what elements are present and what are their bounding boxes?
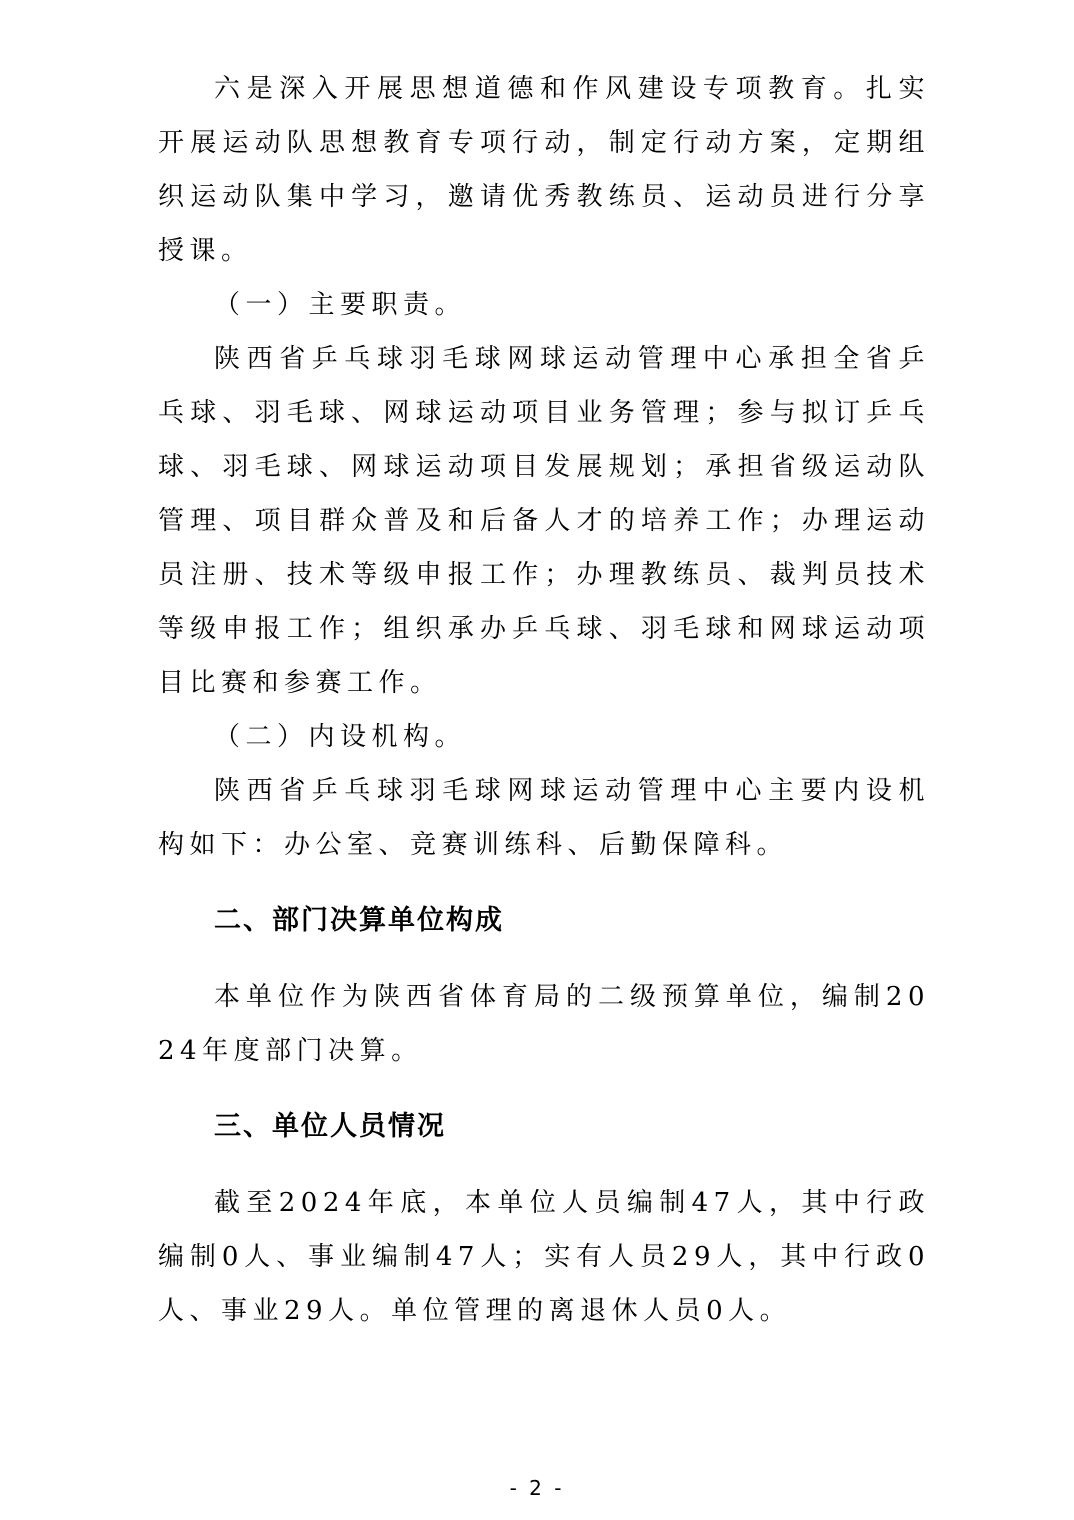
subheading-main-duties: （一）主要职责。 xyxy=(214,290,467,320)
section-heading-staff: 三、单位人员情况 xyxy=(214,1111,446,1142)
paragraph-staff: 截至2024年底，本单位人员编制47人，其中行政编制0人、事业编制47人；实有人员29人，其中行政0人、事业29人。单位管理的离退休人员0人。 xyxy=(158,1188,930,1326)
subheading-internal-structure: （二）内设机构。 xyxy=(214,722,467,752)
paragraph-ideological-education: 六是深入开展思想道德和作风建设专项教育。扎实开展运动队思想教育专项行动，制定行动方案，定期组织运动队集中学习，邀请优秀教练员、运动员进行分享授课。 xyxy=(158,74,930,266)
page-number: - 2 - xyxy=(509,1476,565,1500)
paragraph-unit-composition: 本单位作为陕西省体育局的二级预算单位，编制2024年度部门决算。 xyxy=(158,982,930,1066)
paragraph-internal-structure: 陕西省乒乓球羽毛球网球运动管理中心主要内设机构如下：办公室、竞赛训练科、后勤保障科。 xyxy=(158,776,930,860)
section-heading-unit-composition: 二、部门决算单位构成 xyxy=(214,905,504,936)
paragraph-main-duties: 陕西省乒乓球羽毛球网球运动管理中心承担全省乒乓球、羽毛球、网球运动项目业务管理；参与拟订乒乓球、羽毛球、网球运动项目发展规划；承担省级运动队管理、项目群众普及和后备人才的培养工作；办理运动员注册、技术等级申报工作；办理教练员、裁判员技术等级申报工作；组织承办乒乓球、羽毛球和网球运动项目比赛和参赛工作。 xyxy=(158,344,930,698)
document-body xyxy=(158,62,930,1338)
